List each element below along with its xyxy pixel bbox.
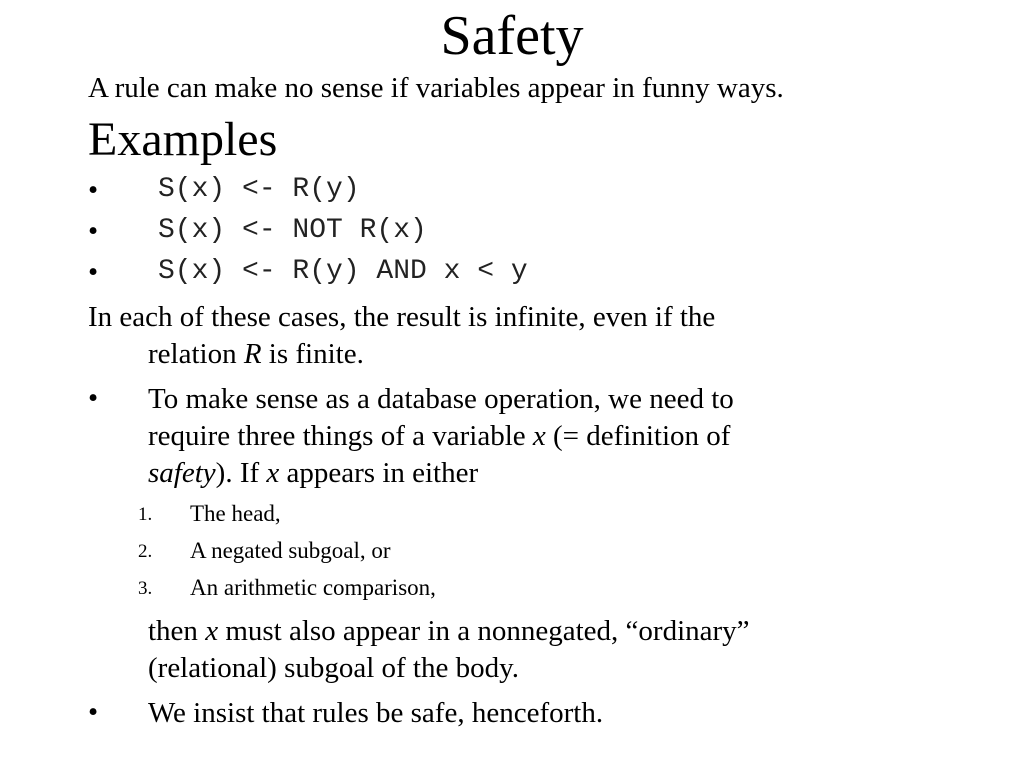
text-span: appears in either <box>279 457 479 489</box>
safety-line-3 <box>148 455 478 492</box>
condition-number: 1. <box>138 504 153 525</box>
infinite-line-2 <box>148 336 364 373</box>
condition-number: 2. <box>138 541 153 562</box>
bullet-icon: • <box>88 174 99 206</box>
variable-x: x <box>532 420 546 452</box>
variable-r: R <box>243 338 262 370</box>
then-line-2: (relational) subgoal of the body. <box>148 652 519 684</box>
then-line-1 <box>148 613 750 650</box>
infinite-line-1: In each of these cases, the result is infinite, even if the <box>88 301 716 333</box>
text-span: must also appear in a nonnegated, “ordinary” <box>218 615 750 647</box>
example-code: S(x) <- R(y) AND x < y <box>158 256 528 287</box>
bullet-icon: • <box>88 215 99 247</box>
condition-text: A negated subgoal, or <box>190 538 391 563</box>
condition-number: 3. <box>138 578 153 599</box>
examples-heading: Examples <box>88 113 278 166</box>
safety-line-1: To make sense as a database operation, we need to <box>148 383 734 415</box>
condition-text: The head, <box>190 501 281 526</box>
example-code: S(x) <- R(y) <box>158 174 360 205</box>
text-span: (= definition of <box>545 420 731 452</box>
text-span: require three things of a variable <box>148 420 533 452</box>
bullet-icon: • <box>88 382 99 414</box>
text-span: is finite. <box>261 338 364 370</box>
text-span: ). If <box>215 457 267 489</box>
bullet-icon: • <box>88 696 99 728</box>
intro-text: A rule can make no sense if variables appear in funny ways. <box>88 72 784 104</box>
example-code: S(x) <- NOT R(x) <box>158 215 427 246</box>
variable-x: x <box>205 615 219 647</box>
variable-x: x <box>266 457 280 489</box>
condition-text: An arithmetic comparison, <box>190 575 436 600</box>
safety-line-2 <box>148 418 730 455</box>
text-span: relation <box>148 338 244 370</box>
slide-title: Safety <box>440 5 584 67</box>
safety-term: safety <box>148 457 216 489</box>
text-span: then <box>148 615 206 647</box>
final-bullet-text: We insist that rules be safe, henceforth. <box>148 697 604 729</box>
bullet-icon: • <box>88 256 99 288</box>
